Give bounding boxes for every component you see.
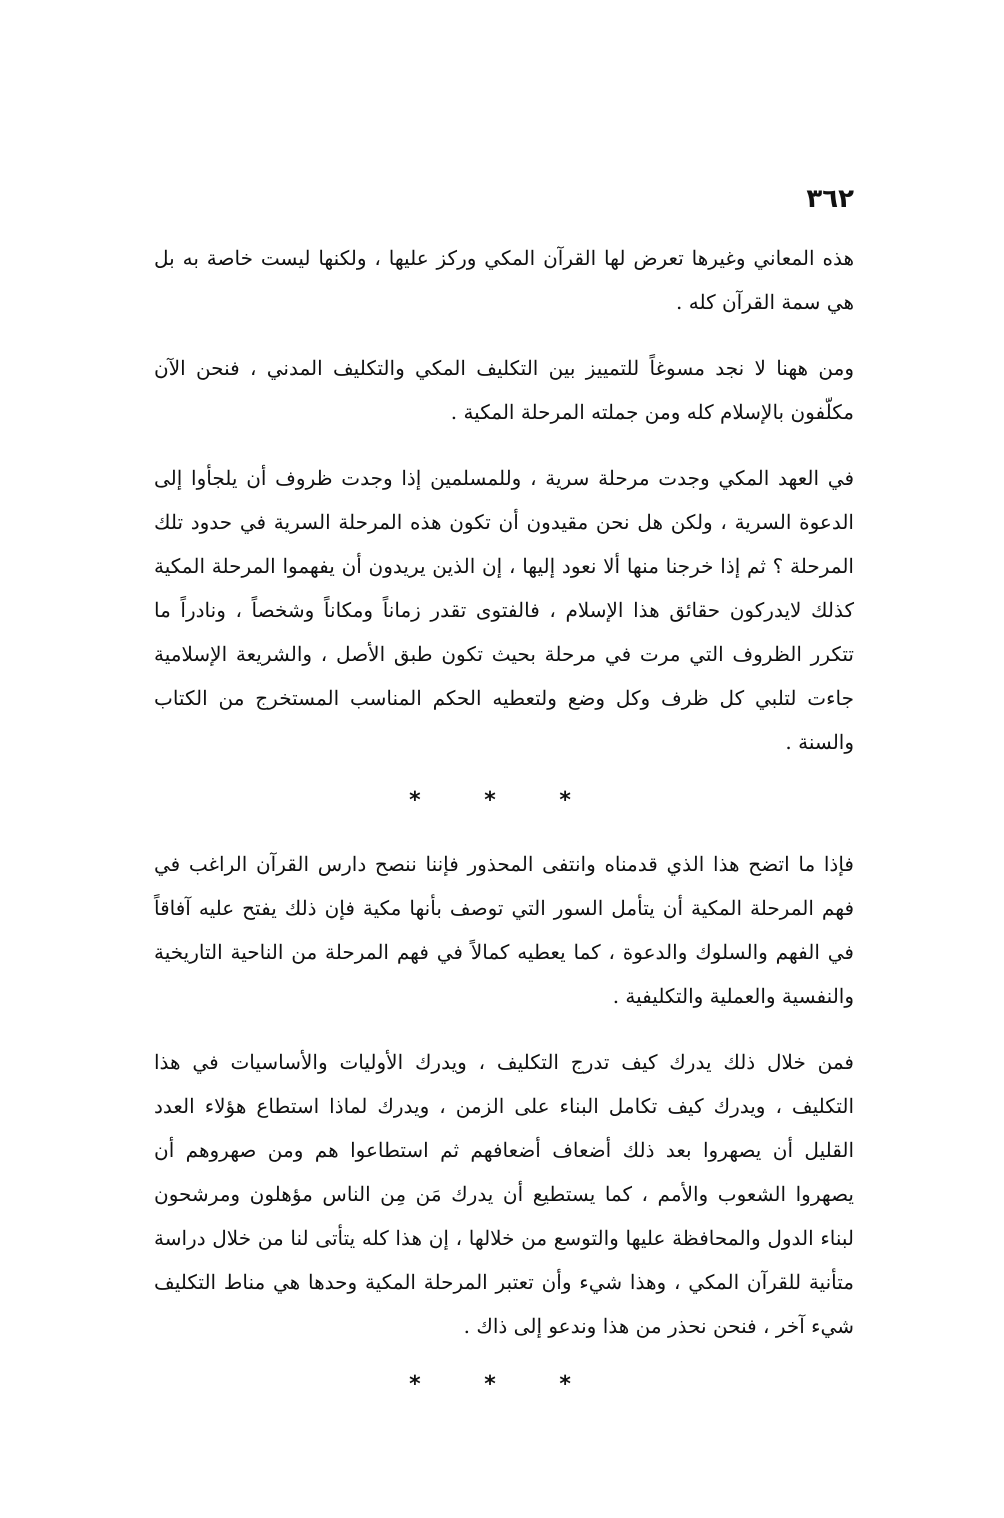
- paragraph-3: في العهد المكي وجدت مرحلة سرية ، وللمسلمين إذا وجدت ظروف أن يلجأوا إلى الدعوة السرية ، ولكن هل نحن مقيدون أن تكون هذه المرحلة السرية في حدود تلك المرحلة ؟ ثم إذا خرجنا منها ألا نعود إليها ، إن الذين يريدون أن يفهموا المرحلة المكية كذلك لايدركون حقائق هذا الإسلام ، فالفتوى تقدر زماناً ومكاناً وشخصاً ، ونادراً ما تتكرر الظروف التي مرت في مرحلة بحيث تكون طبق الأصل ، والشريعة الإسلامية جاءت لتلبي كل ظرف وكل وضع ولتعطيه الحكم المناسب المستخرج من الكتاب والسنة .: [154, 466, 855, 754]
- paragraph-2: ومن ههنا لا نجد مسوغاً للتمييز بين التكليف المكي والتكليف المدني ، فنحن الآن مكلّفون بالإسلام كله ومن جملته المرحلة المكية .: [154, 356, 855, 424]
- section-separator-2: * * *: [409, 1372, 599, 1397]
- section-separator-1: * * *: [409, 788, 599, 813]
- paragraph-1: هذه المعاني وغيرها تعرض لها القرآن المكي وركز عليها ، ولكنها ليست خاصة به بل هي سمة القرآن كله .: [154, 246, 854, 314]
- text-body: [154, 236, 854, 1426]
- paragraph-4: فإذا ما اتضح هذا الذي قدمناه وانتفى المحذور فإننا ننصح دارس القرآن الراغب في فهم المرحلة المكية أن يتأمل السور التي توصف بأنها مكية فإن ذلك يفتح عليه آفاقاً في الفهم والسلوك والدعوة ، كما يعطيه كمالاً في فهم المرحلة من الناحية التاريخية والنفسية والعملية والتكليفية .: [154, 852, 854, 1008]
- paragraph-5: فمن خلال ذلك يدرك كيف تدرج التكليف ، ويدرك الأوليات والأساسيات في هذا التكليف ، ويدرك كيف تكامل البناء على الزمن ، ويدرك لماذا استطاع هؤلاء العدد القليل أن يصهروا بعد ذلك أضعاف أضعافهم ثم استطاعوا هم ومن صهروهم أن يصهروا الشعوب والأمم ، كما يستطيع أن يدرك مَن مِن الناس مؤهلون ومرشحون لبناء الدول والمحافظة عليها والتوسع من خلالها ، إن هذا كله يتأتى لنا من خلال دراسة متأنية للقرآن المكي ، وهذا شيء وأن تعتبر المرحلة المكية وحدها هي مناط التكليف شيء آخر ، فنحن نحذر من هذا وندعو إلى ذاك .: [154, 1050, 854, 1338]
- page-number: ٣٦٢: [806, 184, 854, 214]
